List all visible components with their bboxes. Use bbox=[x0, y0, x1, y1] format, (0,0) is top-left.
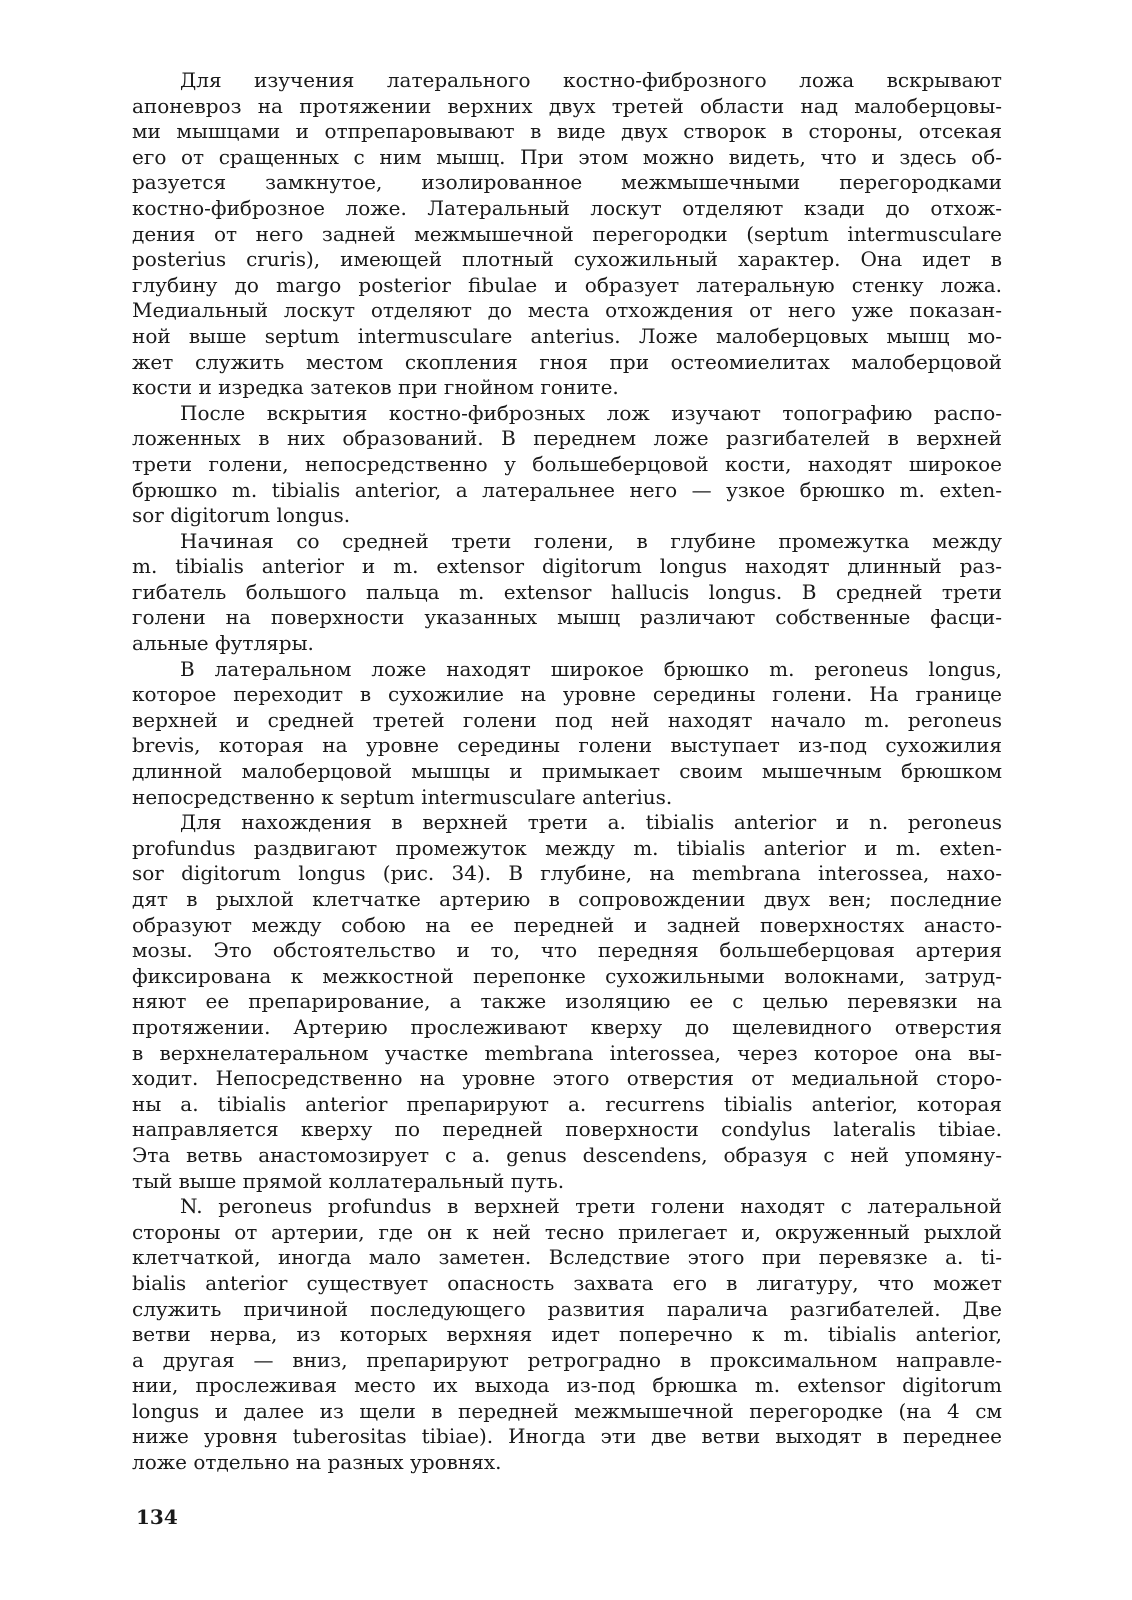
paragraph bbox=[132, 1194, 1002, 1476]
paragraph bbox=[132, 401, 1002, 529]
text-line: образуют между собою на ее передней и задней поверхностях анасто- bbox=[132, 912, 1002, 937]
text-line: направляется кверху по передней поверхности condylus lateralis tibiae. bbox=[132, 1117, 1002, 1142]
text-line: sor digitorum longus (рис. 34). В глубине, на membrana interossea, нахо- bbox=[132, 861, 1002, 886]
page-text bbox=[132, 68, 1002, 1476]
text-line: ны a. tibialis anterior препарируют a. recurrens tibialis anterior, которая bbox=[132, 1091, 1002, 1116]
text-line: ложенных в них образований. В переднем ложе разгибателей в верхней bbox=[132, 426, 1002, 451]
paragraph bbox=[132, 529, 1002, 657]
text-line: ной выше septum intermusculare anterius. Ложе малоберцовых мышц мо- bbox=[132, 323, 1002, 348]
text-line: longus и далее из щели в передней межмышечной перегородке (на 4 см bbox=[132, 1398, 1002, 1423]
page-number: 134 bbox=[136, 1505, 178, 1529]
paragraph bbox=[132, 68, 1002, 401]
text-line: костно-фиброзное ложе. Латеральный лоскут отделяют кзади до отхож- bbox=[132, 195, 1002, 220]
text-line: голени на поверхности указанных мышц различают собственные фасци- bbox=[132, 605, 1002, 630]
text-line: тый выше прямой коллатеральный путь. bbox=[132, 1168, 565, 1193]
text-line: Начиная со средней трети голени, в глубине промежутка между bbox=[180, 528, 1002, 553]
text-line: мозы. Это обстоятельство и то, что передняя большеберцовая артерия bbox=[132, 938, 1002, 963]
text-line: протяжении. Артерию прослеживают кверху до щелевидного отверстия bbox=[132, 1014, 1002, 1039]
text-line: brevis, которая на уровне середины голени выступает из-под сухожилия bbox=[132, 733, 1002, 758]
text-line: В латеральном ложе находят широкое брюшко m. peroneus longus, bbox=[180, 656, 1002, 681]
text-line: глубину до margo posterior fibulae и образует латеральную стенку ложа. bbox=[132, 272, 1002, 297]
text-line: Для изучения латерального костно-фиброзного ложа вскрывают bbox=[180, 68, 1002, 92]
text-line: sor digitorum longus. bbox=[132, 503, 351, 528]
text-line: bialis anterior существует опасность захвата его в лигатуру, что может bbox=[132, 1270, 1002, 1295]
text-line: дят в рыхлой клетчатке артерию в сопровождении двух вен; последние bbox=[132, 887, 1002, 911]
text-line: Для нахождения в верхней трети a. tibialis anterior и n. peroneus bbox=[180, 810, 1002, 835]
text-line: фиксирована к межкостной перепонке сухожильными волокнами, затруд- bbox=[132, 963, 1002, 988]
text-line: стороны от артерии, где он к ней тесно прилегает и, окруженный рыхлой bbox=[132, 1219, 1002, 1244]
text-line: гибатель большого пальца m. extensor hallucis longus. В средней трети bbox=[132, 579, 1002, 604]
paragraph bbox=[132, 810, 1002, 1194]
paragraph bbox=[132, 657, 1002, 811]
text-line: profundus раздвигают промежуток между m. tibialis anterior и m. exten- bbox=[132, 835, 1002, 860]
text-line: нии, прослеживая место их выхода из-под брюшка m. extensor digitorum bbox=[132, 1373, 1002, 1398]
text-line: ходит. Непосредственно на уровне этого отверстия от медиальной сторо- bbox=[132, 1066, 1002, 1091]
text-line: Медиальный лоскут отделяют до места отхождения от него уже показан- bbox=[132, 298, 1002, 323]
text-line: верхней и средней третей голени под ней находят начало m. peroneus bbox=[132, 707, 1002, 732]
text-line: После вскрытия костно-фиброзных лож изучают топографию распо- bbox=[180, 400, 1002, 425]
text-line: альные футляры. bbox=[132, 631, 314, 656]
text-line: служить причиной последующего развития паралича разгибателей. Две bbox=[132, 1296, 1002, 1321]
text-line: ниже уровня tuberositas tibiae). Иногда эти две ветви выходят в переднее bbox=[132, 1424, 1002, 1449]
text-line: N. peroneus profundus в верхней трети голени находят с латеральной bbox=[180, 1194, 1002, 1219]
text-line: няют ее препарирование, а также изоляцию ее с целью перевязки на bbox=[132, 989, 1002, 1014]
text-line: а другая — вниз, препарируют ретроградно в проксимальном направле- bbox=[132, 1347, 1002, 1372]
text-line: разуется замкнутое, изолированное межмышечными перегородками bbox=[132, 170, 1002, 195]
text-line: его от сращенных с ним мышц. При этом можно видеть, что и здесь об- bbox=[132, 144, 1002, 169]
text-line: ветви нерва, из которых верхняя идет поперечно к m. tibialis anterior, bbox=[132, 1322, 1002, 1347]
text-line: posterius cruris), имеющей плотный сухожильный характер. Она идет в bbox=[132, 247, 1002, 272]
text-line: непосредственно к septum intermusculare anterius. bbox=[132, 784, 673, 809]
text-line: которое переходит в сухожилие на уровне середины голени. На границе bbox=[132, 682, 1002, 707]
text-line: m. tibialis anterior и m. extensor digitorum longus находят длинный раз- bbox=[132, 554, 1002, 579]
text-line: кости и изредка затеков при гнойном гоните. bbox=[132, 375, 619, 400]
text-line: в верхнелатеральном участке membrana interossea, через которое она вы- bbox=[132, 1040, 1002, 1065]
text-line: апоневроз на протяжении верхних двух третей области над малоберцовы- bbox=[132, 93, 1002, 118]
text-line: дения от него задней межмышечной перегородки (septum intermusculare bbox=[132, 221, 1002, 246]
text-line: клетчаткой, иногда мало заметен. Вследствие этого при перевязке a. ti- bbox=[132, 1245, 1002, 1270]
text-line: ложе отдельно на разных уровнях. bbox=[132, 1450, 502, 1475]
text-line: ми мышцами и отпрепаровывают в виде двух створок в стороны, отсекая bbox=[132, 119, 1002, 144]
text-line: трети голени, непосредственно у большеберцовой кости, находят широкое bbox=[132, 451, 1002, 476]
text-line: Эта ветвь анастомозирует с a. genus descendens, образуя с ней упомяну- bbox=[132, 1142, 1002, 1167]
text-line: длинной малоберцовой мышцы и примыкает своим мышечным брюшком bbox=[132, 759, 1002, 784]
text-line: брюшко m. tibialis anterior, а латеральнее него — узкое брюшко m. exten- bbox=[132, 477, 1002, 502]
text-line: жет служить местом скопления гноя при остеомиелитах малоберцовой bbox=[132, 349, 1002, 374]
